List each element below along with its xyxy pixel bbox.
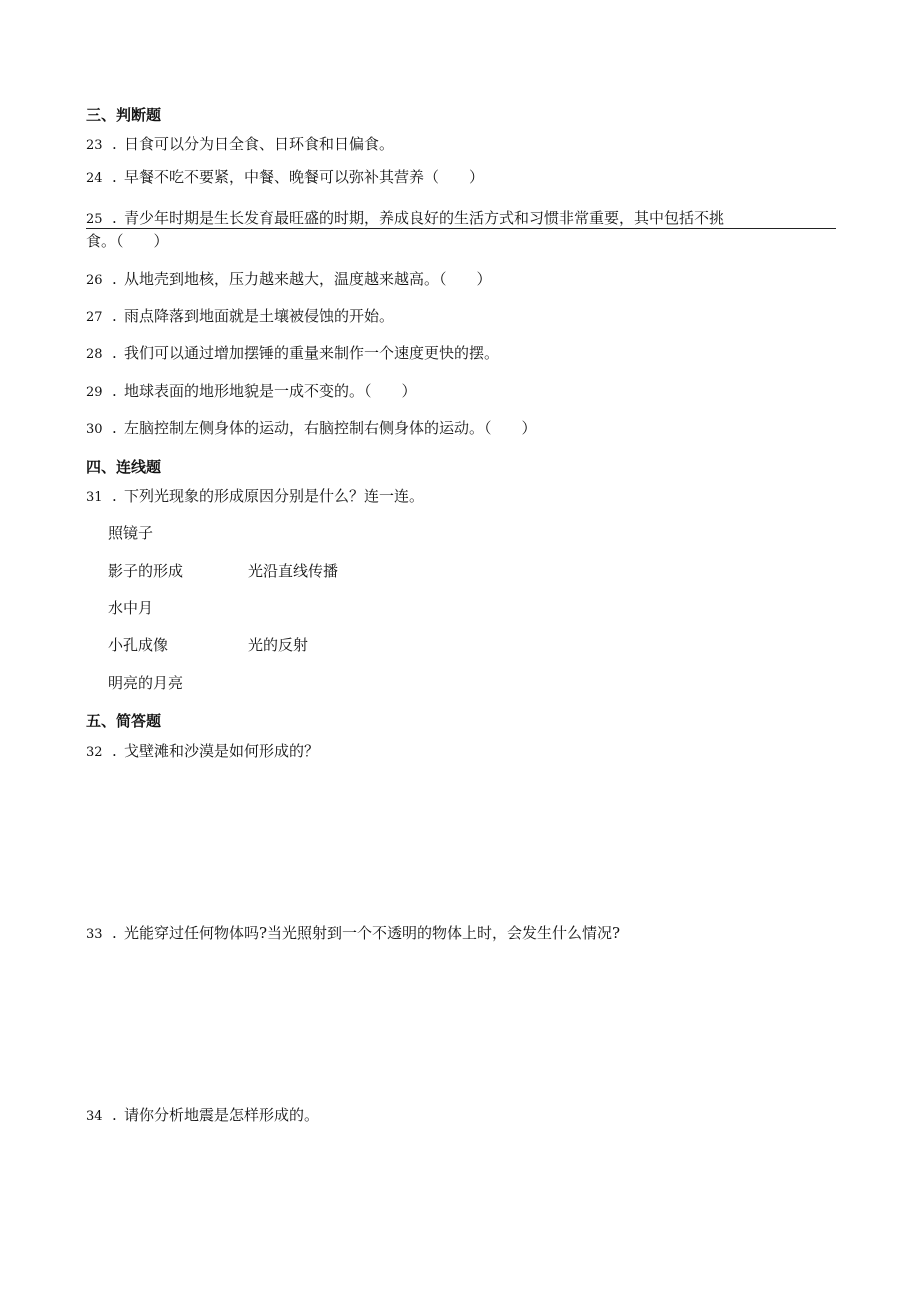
question-26 [86,268,492,289]
question-dot: . [112,1106,117,1124]
question-number: 31 [86,490,103,505]
question-27 [86,305,394,326]
match-left-item[interactable]: 小孔成像 [108,636,169,654]
question-number: 34 [86,1109,103,1124]
question-24 [86,166,484,187]
section-heading-match: 四、连线题 [86,458,162,476]
question-number: 30 [86,422,103,437]
match-right-item[interactable]: 光沿直线传播 [248,562,339,580]
question-text: 光能穿过任何物体吗?当光照射到一个不透明的物体上时，会发生什么情况? [124,924,621,942]
question-dot: . [112,419,117,437]
question-number: 28 [86,347,103,362]
question-dot: . [112,135,117,153]
question-dot: . [112,270,117,288]
question-33 [86,922,620,943]
question-text: 雨点降落到地面就是土壤被侵蚀的开始。 [124,307,395,325]
question-28 [86,342,499,363]
question-dot: . [112,168,117,186]
question-text: 青少年时期是生长发育最旺盛的时期，养成良好的生活方式和习惯非常重要，其中包括不挑 [124,209,725,227]
question-23 [86,133,394,154]
question-number: 33 [86,927,103,942]
question-dot: . [112,382,117,400]
question-text: 下列光现象的形成原因分别是什么？连一连。 [124,487,425,505]
question-34 [86,1104,319,1125]
question-25 [86,207,724,228]
question-25-continuation: 食。（ ） [86,232,169,250]
question-number: 25 [86,212,103,227]
match-left-item[interactable]: 影子的形成 [108,562,184,580]
question-text: 戈壁滩和沙漠是如何形成的？ [124,742,320,760]
question-31 [86,485,424,506]
question-text: 地球表面的地形地貌是一成不变的。（ ） [124,382,417,400]
question-32 [86,740,319,761]
question-number: 32 [86,745,103,760]
question-29 [86,380,417,401]
section-heading-short: 五、简答题 [86,712,162,730]
divider-line [86,228,836,229]
question-dot: . [112,209,117,227]
question-number: 27 [86,310,103,325]
question-text: 日食可以分为日全食、日环食和日偏食。 [124,135,395,153]
match-left-item[interactable]: 明亮的月亮 [108,674,184,692]
question-text: 我们可以通过增加摆锤的重量来制作一个速度更快的摆。 [124,344,500,362]
question-text: 左脑控制左侧身体的运动，右脑控制右侧身体的运动。（ ） [124,419,537,437]
question-dot: . [112,742,117,760]
question-dot: . [112,487,117,505]
question-number: 29 [86,385,103,400]
section-heading-judge: 三、判断题 [86,106,162,124]
match-right-item[interactable]: 光的反射 [248,636,309,654]
question-text: 从地壳到地核，压力越来越大，温度越来越高。（ ） [124,270,492,288]
question-text: 请你分析地震是怎样形成的。 [124,1106,320,1124]
match-left-item[interactable]: 水中月 [108,599,154,617]
match-left-item[interactable]: 照镜子 [108,524,154,542]
question-number: 23 [86,138,103,153]
question-number: 24 [86,171,103,186]
question-30 [86,417,537,438]
question-dot: . [112,307,117,325]
question-text: 早餐不吃不要紧，中餐、晚餐可以弥补其营养（ ） [124,168,485,186]
question-number: 26 [86,273,103,288]
question-dot: . [112,924,117,942]
question-dot: . [112,344,117,362]
